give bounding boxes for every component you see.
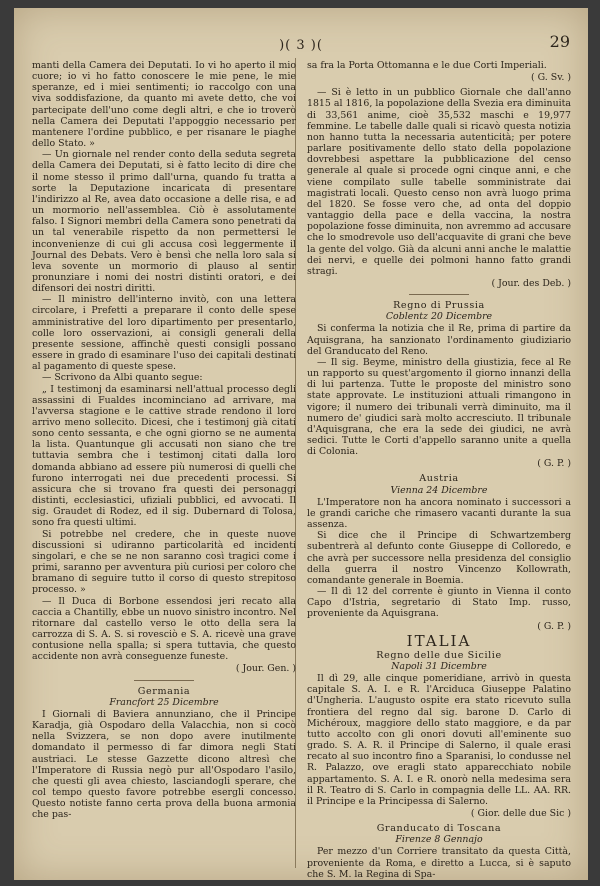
dateline: Firenze 8 Gennajo: [395, 834, 483, 846]
paragraph: — Un giornale nel render conto della seduta segreta della Camera dei Deputati, si è fatto lecito di dire che il nome stesso il primo dall'urna, quando fu tratta a sorte la Deputazione incaricata di presentare l'indirizzo al Re, avea dato occasione a delle risa, e ad un mormorio nell'assemblea. Ciò è assolutamente falso. I Signori membri della Camera sono penetrati da un tal venerabile rispetto da non permettersi le inconvenienze di cui gli accusa così leggermente il Journal des Debats. Vero è bensì che nella loro sala si leva sovente un mormorio di plauso al sentir pronunziare i nomi dei nostri distinti oratori, e dei difensori dei nostri diritti.: [32, 149, 296, 295]
section-heading: Austria: [419, 473, 459, 485]
dateline: Coblentz 20 Dicembre: [385, 311, 493, 323]
paragraph: — Il sig. Beyme, ministro della giustizia, fece al Re un rapporto su quest'argomento il giorno innanzi della di lui partenza. Tutte le proposte del ministro sono state approvate. Le instituzioni attuali rimangono in vigore; il numero dei tribunali verrà diminuito, ma il numero de' giudici sarà molto accresciuto. Il tribunale d'Aquisgrana, che era la sede dei giudici, ne avrà sedici. Tutte le Corti d'appello saranno unite a quella di Colonia.: [307, 356, 571, 458]
newspaper-page: [14, 8, 588, 880]
paragraph: I Giornali di Baviera annunziano, che il Principe Karadja, già Ospodaro della Valacchia, non si cocò nella Svizzera, se non dopo avere inutilmente domandato il permesso di far dimora negli Stati austriaci. Le stesse Gazzette dicono altresì che l'Imperatore di Russia negò pur all'Ospodaro l'asilo, che questi gli avea chiesto, lasciandogli sperare, che col tempo questo favore potrebbe esergli concesso. Questo notiste fanno certa prova della buona armonia che pas-: [32, 708, 296, 821]
paragraph: manti della Camera dei Deputati. Io vi ho aperto il mio cuore; io vi ho fatto conoscere le mie pene, le mie speranze, ed i miei sentimenti; io raccolgo con una viva soddisfazione, da quanto mi avete detto, che voi partecipate dell'uno come degli altri, e che io troverò nella Camera dei Deputati l'appoggio necessario per mantenere l'ordine pubblico, e per risanare le piaghe dello Stato. »: [32, 60, 296, 150]
paragraph: — Il ministro dell'interno invitò, con una lettera circolare, i Prefetti a preparare il conto delle spese amministrative del loro dipartimento per presentarlo, colle loro osservazioni, ai consigli generali della presente sessione, affinchè questi consigli possano essere in grado di esaminare l'uso dei capitali destinati al pagamento di queste spese.: [32, 294, 296, 373]
paragraph: sa fra la Porta Ottomanna e le due Corti Imperiali.: [307, 60, 547, 71]
paragraph: Si dice che il Principe di Schwartzemberg subentrerà al defunto conte Giuseppe di Colloredo, e che avrà per successore nella presidenza del consiglio della guerra il nostro Vincenzo Kollowrath, comandante generale in Boemia.: [307, 530, 571, 586]
folio-mark: )( 3 )(: [279, 38, 323, 53]
right-column: [307, 60, 571, 880]
country-heading: ITALIA: [406, 631, 472, 650]
section-heading: Granducato di Toscana: [376, 823, 502, 835]
source-citation: ( G. Sv. ): [531, 72, 571, 84]
paragraph: — Il dì 12 del corrente è giunto in Vienna il conto Capo d'Istria, segretario di Stato Imp. russo, proveniente da Aquisgrana.: [307, 586, 571, 620]
source-citation: ( Jour. Gen. ): [235, 663, 296, 675]
section-heading: Germania: [137, 685, 191, 697]
page-number: 29: [549, 32, 570, 51]
dateline: Napoli 31 Dicembre: [391, 660, 487, 672]
dateline: Vienna 24 Dicembre: [390, 484, 488, 496]
paragraph: — Si è letto in un pubblico Giornale che dall'anno 1815 al 1816, la popolazione della Svezia era diminuita di 33,561 anime, cioè 35,532 maschi e 19,977 femmine. Le tabelle dalle quali si ricavò questa notizia non hanno tutta la necessaria autenticità; per potere parlare positivamente dello stato della popolazione dovrebbesi aspettare la pubblicazione del censo generale al quale si procede ogni cinque anni, e che viene compilato sulle tabelle somministrate dai magistrati locali. Questo censo non avrà luogo prima del 1820. Se fosse vero che, ad onta del doppio vantaggio della pace e della vaccina, la nostra popolazione fosse diminuita, non avremmo ad accusare che lo smodrevole uso dell'acquavite di grani che beve la gente del volgo. Già da alcuni anni anche le malattie dei nervi, e quelle dei polmoni hanno fatto grandi stragi.: [307, 87, 571, 277]
paragraph: „ I testimonj da esaminarsi nell'attual processo degli assassini di Fualdes incominciano ad arrivare, ma l'avversa stagione e le cattive strade rendono il loro arrivo meno sollecito. Dicesi, che i testimonj già citati sono cento sessanta, e che ogni giorno se ne aumenta la lista. Quantunque gli accusati non siano che tre tuttavia sembra che i testimonj citati dalla loro domanda abbiano ad essere più numerosi di quelli che furono interrogati nei due precedenti processi. Si assicura che si trovano fra questi dei personaggi distinti, ecclesiastici, ufiziali pubblici, ed avvocati. Il sig. Graudet di Rodez, ed il sig. Dubernard di Tolosa, sono fra questi ultimi.: [32, 383, 296, 529]
paragraph: — Scrivono da Albi quanto segue:: [42, 372, 203, 384]
source-citation: ( G. P. ): [537, 620, 571, 632]
paragraph: L'Imperatore non ha ancora nominato i successori a le grandi cariche che rimasero vacanti durante la sua assenza.: [307, 496, 571, 531]
section-divider: [134, 680, 194, 681]
source-citation: ( Jour. des Deb. ): [491, 277, 571, 289]
paragraph: Si conferma la notizia che il Re, prima di partire da Aquisgrana, ha sanzionato l'ordinamento giudiziario del Granducato del Reno.: [307, 323, 571, 357]
left-column: [32, 60, 296, 820]
source-citation: ( G. P. ): [537, 458, 571, 470]
paragraph: Per mezzo d'un Corriere transitato da questa Città, proveniente da Roma, e diretto a Lucca, si è saputo che S. M. la Regina di Spa-: [307, 846, 571, 880]
dateline: Francfort 25 Dicembre: [109, 696, 219, 708]
section-heading: Regno di Prussia: [393, 300, 485, 312]
section-heading: Regno delle due Sicilie: [376, 649, 502, 661]
paragraph: Si potrebbe nel credere, che in queste nuove discussioni si udiranno particolarità ed incidenti singolari, e che se ne non saranno così tragici come i primi, saranno per avventura più curiosi per coloro che bramano di seguire tutto il corso di questo strepitoso processo. »: [32, 528, 296, 596]
section-divider: [409, 294, 469, 295]
source-citation: ( Gior. delle due Sic ): [470, 808, 571, 819]
paragraph: — Il Duca di Borbone essendosi jeri recato alla caccia a Chantilly, ebbe un nuovo sinistro incontro. Nel ritornare dal castello verso le otto della sera la carrozza di S. A. S. si rovesciò e S. A. ricevè una grave contusione nella spalla; si spera tuttavia, che questo accidente non avrà conseguenze funeste.: [32, 595, 296, 663]
paragraph: Il dì 29, alle cinque pomeridiane, arrivò in questa capitale S. A. I. e R. l'Arciduca Giuseppe Palatino d'Ungheria. L'augusto ospite era stato ricevuto sulla frontiera del regno dal sig. barone D. Carlo di Michéroux, maggiore dello stato maggiore, e da par tutto accolto con gli onori dovuti all'eminente suo grado. S. A. R. il Principe di Salerno, il quale erasi recato al suo incontro fino a Sparanisi, lo condusse nel R. Palazzo, ove eragli stato apparecchiato nobile appartamento. S. A. I. e R. onorò nella medesima sera il R. Teatro di S. Carlo in compagnia delle LL. AA. RR. il Principe e la Principessa di Salerno.: [307, 673, 571, 807]
